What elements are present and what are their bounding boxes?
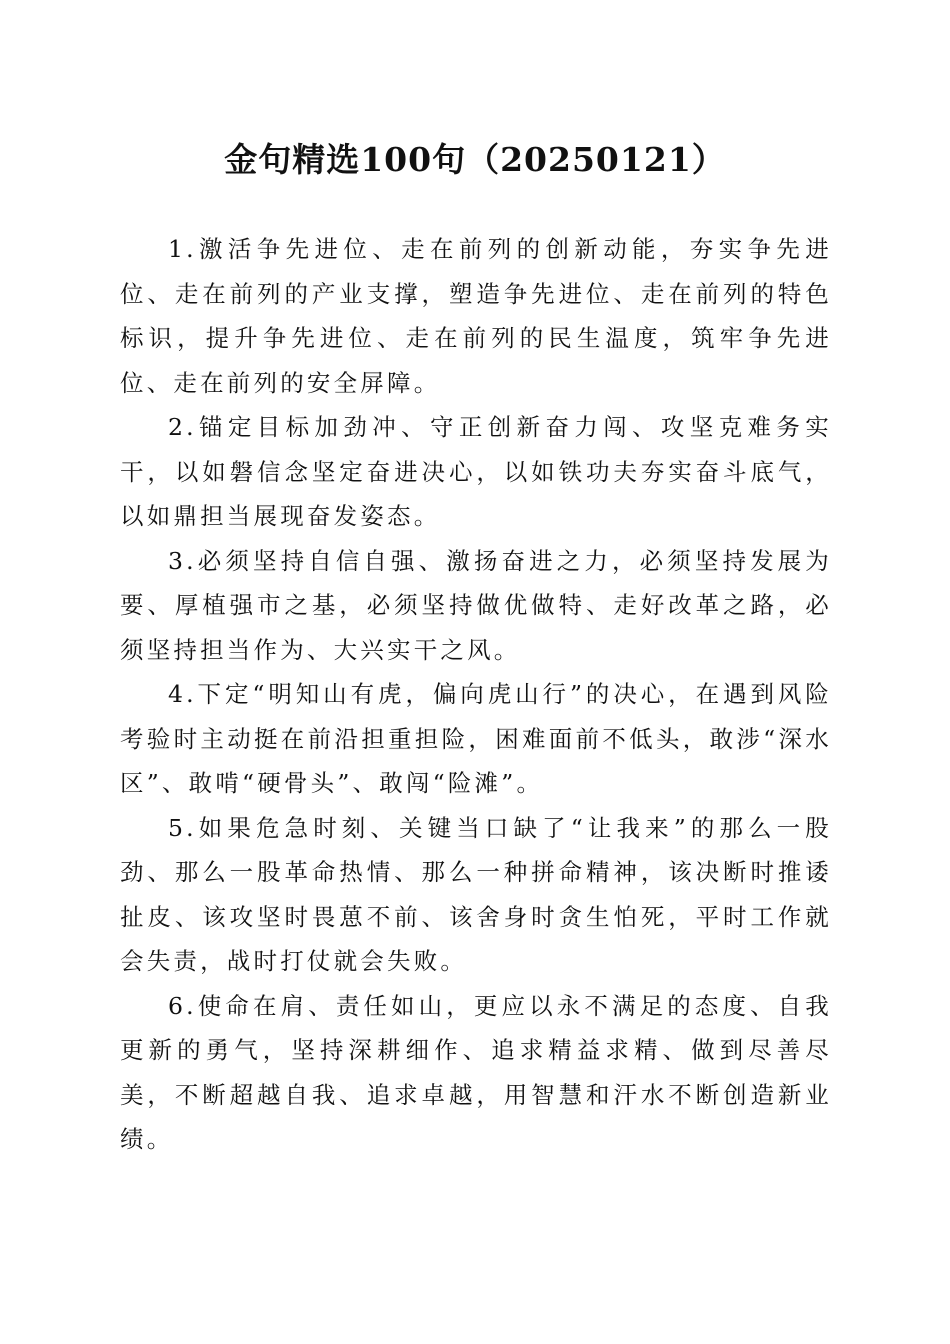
paragraph-3: 3.必须坚持自信自强、激扬奋进之力，必须坚持发展为要、厚植强市之基，必须坚持做优做特、走好改革之路，必须坚持担当作为、大兴实干之风。 (120, 546, 832, 664)
paragraph-5: 5.如果危急时刻、关键当口缺了“让我来”的那么一股劲、那么一股革命热情、那么一种拼命精神，该决断时推诿扯皮、该攻坚时畏葸不前、该舍身时贪生怕死，平时工作就会失责，战时打仗就会失败。 (120, 813, 832, 975)
paragraph-2: 2.锚定目标加劲冲、守正创新奋力闯、攻坚克难务实干，以如磐信念坚定奋进决心，以如铁功夫夯实奋斗底气，以如鼎担当展现奋发姿态。 (120, 413, 832, 530)
paragraph-1: 1.激活争先进位、走在前列的创新动能，夯实争先进位、走在前列的产业支撑，塑造争先进位、走在前列的特色标识，提升争先进位、走在前列的民生温度，筑牢争先进位、走在前列的安全屏障。 (120, 235, 832, 397)
document-body (120, 227, 832, 1162)
paragraph-4: 4.下定“明知山有虎，偏向虎山行”的决心，在遇到风险考验时主动挺在前沿担重担险，困难面前不低头，敢涉“深水区”、敢啃“硬骨头”、敢闯“险滩”。 (120, 680, 832, 797)
document-title: 金句精选100句（20250121） (224, 140, 726, 179)
paragraph-6: 6.使命在肩、责任如山，更应以永不满足的态度、自我更新的勇气，坚持深耕细作、追求精益求精、做到尽善尽美，不断超越自我、追求卓越，用智慧和汗水不断创造新业绩。 (120, 991, 832, 1153)
